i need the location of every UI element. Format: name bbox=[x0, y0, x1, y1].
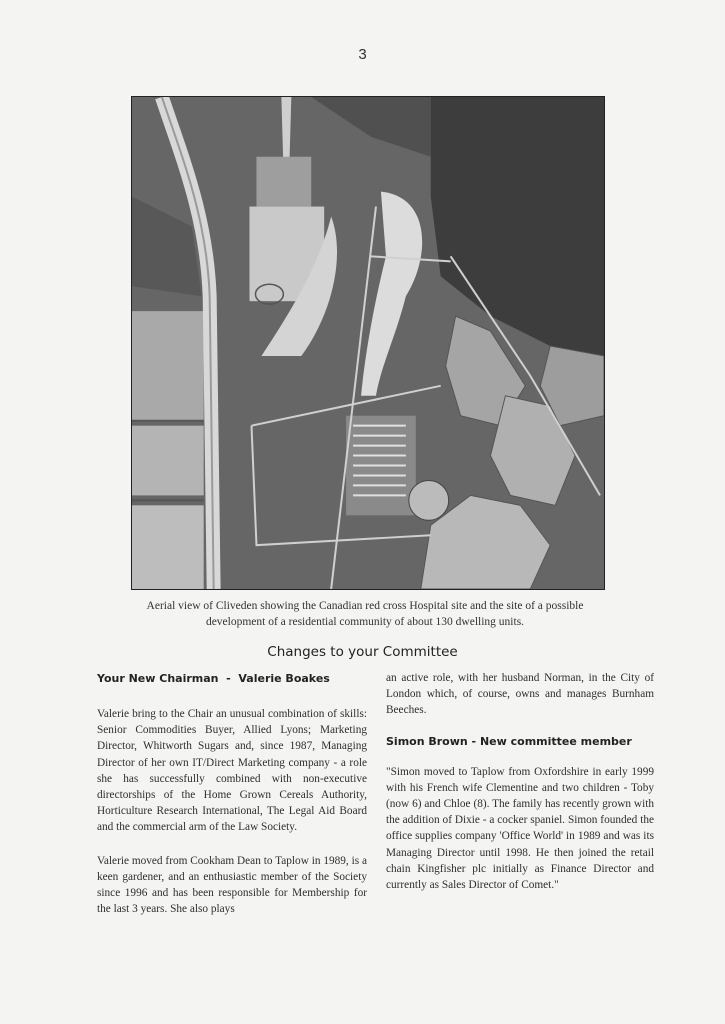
left-column bbox=[97, 672, 367, 917]
section-heading: Changes to your Committee bbox=[267, 644, 458, 660]
aerial-photo-image bbox=[132, 97, 604, 589]
chairman-heading: Your New Chairman - Valerie Boakes bbox=[97, 672, 330, 685]
photo-caption: Aerial view of Cliveden showing the Canadian red cross Hospital site and the site of a possible development of a residential community of about 130 dwelling units. bbox=[146, 600, 584, 628]
right-column bbox=[386, 670, 654, 893]
member-paragraph: "Simon moved to Taplow from Oxfordshire in early 1999 with his French wife Clementine and two children - Toby (now 6) and Chloe (8). The family has recently grown with the addition of Dixie - a cocker spaniel. Simon founded the office supplies company 'Office World' in 1989 and was its Managing Director until 1998. He then joined the retail chain Kingfisher plc initially as Finance Director and currently as Sales Director of Comet." bbox=[386, 765, 654, 892]
page-number: 3 bbox=[358, 46, 367, 63]
chairman-paragraph-1: Valerie bring to the Chair an unusual combination of skills: Senior Commodities Buyer, Allied Lyons; Marketing Director, Whitworth Sugars and, since 1987, Managing Director of her own IT/Direct Marketing company - a role she has successfully combined with non-executive directorships of the Home Grown Cereals Authority, Horticulture Research International, The Legal Aid Board and the commercial arm of the Law Society. bbox=[97, 708, 367, 834]
aerial-photo bbox=[131, 96, 605, 590]
chairman-paragraph-2: Valerie moved from Cookham Dean to Taplow in 1989, is a keen gardener, and an enthusiastic member of the Society since 1996 and has been responsible for Membership for the last 3 years. She also plays bbox=[97, 854, 367, 916]
member-heading: Simon Brown - New committee member bbox=[386, 734, 632, 748]
chairman-paragraph-continuation: an active role, with her husband Norman, in the City of London which, of course, owns and manages Burnham Beeches. bbox=[386, 672, 654, 717]
